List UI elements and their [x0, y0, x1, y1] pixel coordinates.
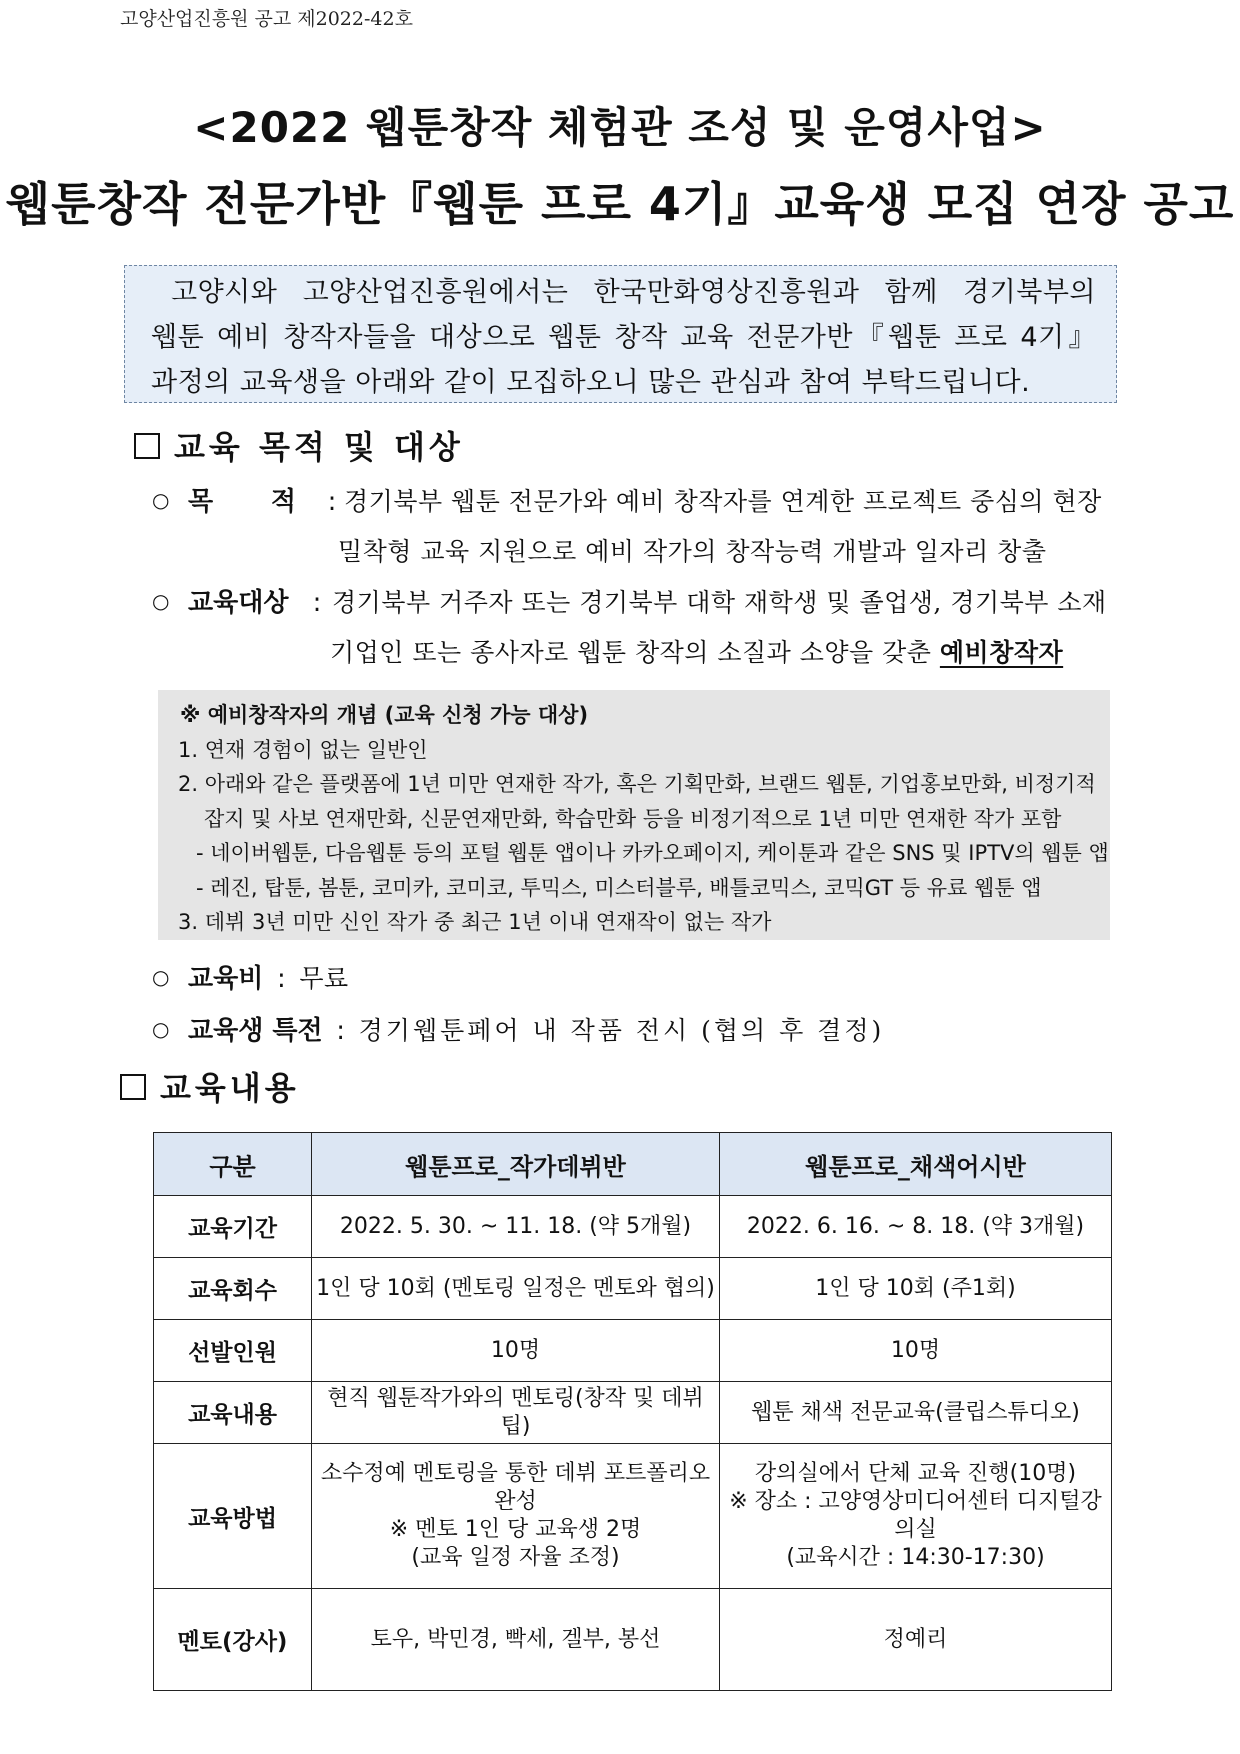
- table-header-row: [154, 1133, 1112, 1196]
- title-line-1: <2022 웹툰창작 체험관 조성 및 운영사업>: [193, 103, 1047, 152]
- table-row: [154, 1258, 1112, 1320]
- note-title: ※ 예비창작자의 개념 (교육 신청 가능 대상): [180, 703, 589, 727]
- purpose-text: 경기북부 웹툰 전문가와 예비 창작자를 연계한 프로젝트 중심의 현장: [344, 487, 1102, 516]
- circle-bullet-icon: ○: [152, 488, 170, 512]
- education-table: [153, 1132, 1112, 1691]
- table-header: 웹툰프로_작가데뷔반: [312, 1133, 720, 1196]
- cell: 정예리: [720, 1589, 1112, 1691]
- checkbox-icon: [120, 1074, 146, 1100]
- note-item: 3. 데뷔 3년 미만 신인 작가 중 최근 1년 이내 연재작이 없는 작가: [178, 910, 772, 934]
- table-row: [154, 1320, 1112, 1382]
- intro-box: [124, 265, 1117, 403]
- table-row: [154, 1444, 1112, 1589]
- title-line-2: 웹툰창작 전문가반『웹툰 프로 4기』교육생 모집 연장 공고: [5, 177, 1235, 231]
- purpose-text-cont: 밀착형 교육 지원으로 예비 작가의 창작능력 개발과 일자리 창출: [338, 537, 1047, 566]
- benefit-value: 경기웹툰페어 내 작품 전시 (협의 후 결정): [358, 1016, 885, 1045]
- circle-bullet-icon: ○: [152, 965, 170, 989]
- circle-bullet-icon: ○: [152, 589, 170, 613]
- table-header: 구분: [154, 1133, 312, 1196]
- section-heading-content: 교육내용: [120, 1063, 300, 1109]
- fee-value: 무료: [299, 964, 349, 993]
- cell: 10명: [312, 1320, 720, 1382]
- cell: 현직 웹툰작가와의 멘토링(창작 및 데뷔 팁): [312, 1382, 720, 1444]
- note-item: 1. 연재 경험이 없는 일반인: [178, 737, 428, 762]
- checkbox-icon: [134, 433, 160, 459]
- row-label: 교육내용: [154, 1382, 312, 1444]
- cell: 토우, 박민경, 빡세, 겔부, 봉선: [312, 1589, 720, 1691]
- cell: 1인 당 10회 (멘토링 일정은 멘토와 협의): [312, 1258, 720, 1320]
- fee-colon: :: [276, 964, 286, 994]
- note-item: - 네이버웹툰, 다음웹툰 등의 포털 웹툰 앱이나 카카오페이지, 케이툰과 같은 SNS 및 IPTV의 웹툰 앱: [196, 841, 1109, 865]
- table-row: [154, 1382, 1112, 1444]
- target-text: 경기북부 거주자 또는 경기북부 대학 재학생 및 졸업생, 경기북부 소재: [332, 588, 1107, 617]
- note-item: - 레진, 탑툰, 봄툰, 코미카, 코미코, 투믹스, 미스터블루, 배틀코믹스, 코믹GT 등 유료 웹툰 앱: [196, 875, 1042, 900]
- note-item: 2. 아래와 같은 플랫폼에 1년 미만 연재한 작가, 혹은 기획만화, 브랜드 웹툰, 기업홍보만화, 비정기적: [178, 772, 1096, 796]
- cell: 2022. 5. 30. ~ 11. 18. (약 5개월): [312, 1196, 720, 1258]
- purpose-label: 목 적: [188, 487, 296, 517]
- benefit-label: 교육생 특전: [188, 1016, 323, 1046]
- circle-bullet-icon: ○: [152, 1017, 170, 1041]
- purpose-colon: :: [327, 487, 337, 517]
- intro-line: 과정의 교육생을 아래와 같이 모집하오니 많은 관심과 참여 부탁드립니다.: [151, 367, 1031, 398]
- table-row: [154, 1589, 1112, 1691]
- table-row: [154, 1196, 1112, 1258]
- cell: 10명: [720, 1320, 1112, 1382]
- benefit-colon: :: [336, 1016, 346, 1046]
- fee-label: 교육비: [188, 964, 264, 994]
- notice-number: 고양산업진흥원 공고 제2022-42호: [120, 8, 413, 30]
- intro-line: 고양시와 고양산업진흥원에서는 한국만화영상진흥원과 함께 경기북부의: [171, 277, 1096, 308]
- section-heading-purpose: 교육 목적 및 대상: [134, 422, 464, 468]
- row-label: 교육회수: [154, 1258, 312, 1320]
- intro-line: 웹툰 예비 창작자들을 대상으로 웹툰 창작 교육 전문가반『웹툰 프로 4기』: [151, 322, 1096, 353]
- target-text-cont: 기업인 또는 종사자로 웹툰 창작의 소질과 소양을 갖춘 예비창작자: [330, 638, 1064, 667]
- target-label: 교육대상: [188, 588, 289, 618]
- row-label: 교육방법: [154, 1444, 312, 1589]
- note-item: 잡지 및 사보 연재만화, 신문연재만화, 학습만화 등을 비정기적으로 1년 미만 연재한 작가 포함: [204, 806, 1062, 831]
- row-label: 선발인원: [154, 1320, 312, 1382]
- table-header: 웹툰프로_채색어시반: [720, 1133, 1112, 1196]
- cell: 웹툰 채색 전문교육(클립스튜디오): [720, 1382, 1112, 1444]
- row-label: 교육기간: [154, 1196, 312, 1258]
- emphasis-text: 예비창작자: [939, 638, 1064, 667]
- target-row: [152, 582, 1107, 619]
- row-label: 멘토(강사): [154, 1589, 312, 1691]
- cell: 1인 당 10회 (주1회): [720, 1258, 1112, 1320]
- cell: 2022. 6. 16. ~ 8. 18. (약 3개월): [720, 1196, 1112, 1258]
- purpose-row: [152, 481, 1102, 518]
- benefit-row: [152, 1010, 884, 1047]
- target-colon: :: [312, 588, 322, 618]
- cell: 소수정예 멘토링을 통한 데뷔 포트폴리오 완성 ※ 멘토 1인 당 교육생 2명 (교육 일정 자율 조정): [312, 1444, 720, 1589]
- cell: 강의실에서 단체 교육 진행(10명) ※ 장소 : 고양영상미디어센터 디지털강의실 (교육시간 : 14:30-17:30): [720, 1444, 1112, 1589]
- note-box: [158, 690, 1110, 940]
- fee-row: [152, 958, 349, 995]
